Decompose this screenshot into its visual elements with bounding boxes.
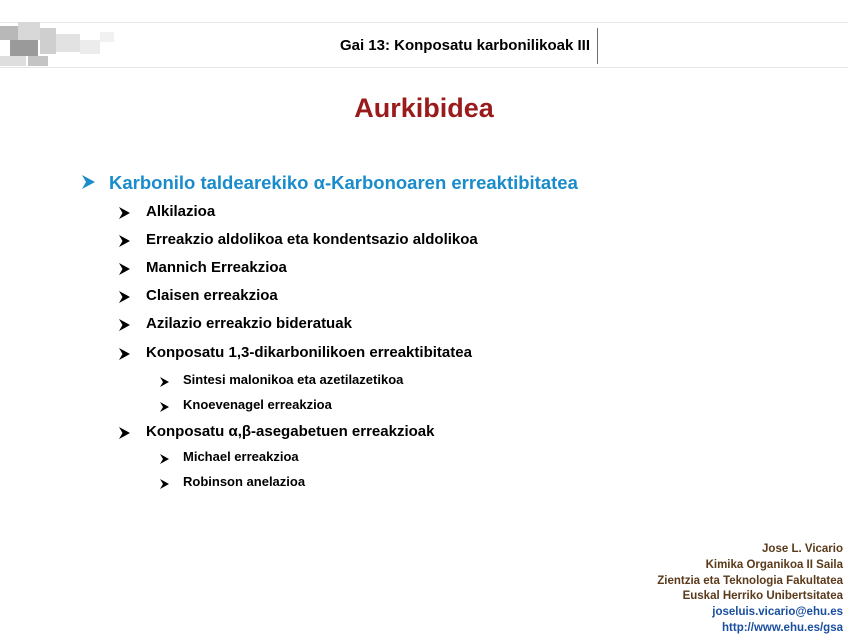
- arrowhead-bullet-icon: [82, 172, 95, 194]
- outline-item: [119, 315, 352, 332]
- author-name: Jose L. Vicario: [762, 543, 843, 555]
- outline-item: [119, 423, 434, 440]
- outline-item: [119, 231, 478, 248]
- outline-item-label: Konposatu 1,3-dikarbonilikoen erreaktibitatea: [146, 344, 472, 361]
- outline-subitem: [160, 449, 299, 464]
- outline-subitem: [160, 372, 403, 387]
- author-block: [657, 542, 843, 637]
- outline-subitem: [160, 397, 332, 412]
- outline-subitem-label: Michael erreakzioa: [183, 449, 299, 464]
- arrowhead-bullet-icon: [119, 347, 130, 364]
- outline-subitem-label: Knoevenagel erreakzioa: [183, 397, 332, 412]
- author-faculty: Zientzia eta Teknologia Fakultatea: [657, 574, 843, 587]
- outline-main-label: Karbonilo taldearekiko α-Karbonoaren erreaktibitatea: [109, 172, 578, 193]
- outline-item: [119, 259, 287, 276]
- arrowhead-bullet-icon: [119, 426, 130, 443]
- outline-item-label: Azilazio erreakzio bideratuak: [146, 315, 352, 332]
- slide-header-title: Gai 13: Konposatu karbonilikoak III: [339, 37, 590, 54]
- outline-item: [119, 287, 278, 304]
- arrowhead-bullet-icon: [119, 290, 130, 307]
- outline-item-label: Mannich Erreakzioa: [146, 259, 287, 276]
- author-department: Kimika Organikoa II Saila: [705, 558, 843, 571]
- outline-main-item: [82, 172, 578, 194]
- outline-item-label: Alkilazioa: [146, 203, 216, 220]
- header-divider: [597, 28, 598, 64]
- outline-subitem-label: Robinson anelazioa: [183, 474, 306, 489]
- outline-item: [119, 344, 472, 361]
- author-university: Euskal Herriko Unibertsitatea: [682, 590, 843, 603]
- arrowhead-bullet-icon: [160, 452, 169, 467]
- page-title: Aurkibidea: [354, 93, 494, 123]
- arrowhead-bullet-icon: [119, 206, 130, 223]
- arrowhead-bullet-icon: [160, 375, 169, 390]
- author-email-link[interactable]: joseluis.vicario@ehu.es: [712, 606, 843, 619]
- outline-item-label: Konposatu α,β-asegabetuen erreakzioak: [146, 423, 435, 440]
- logo-graphic: [0, 22, 160, 68]
- outline-item-label: Claisen erreakzioa: [146, 287, 278, 304]
- outline-subitem: [160, 474, 305, 489]
- outline-item-label: Erreakzio aldolikoa eta kondentsazio aldolikoa: [146, 231, 478, 248]
- arrowhead-bullet-icon: [119, 318, 130, 335]
- outline-item: [119, 203, 215, 220]
- outline-subitem-label: Sintesi malonikoa eta azetilazetikoa: [183, 372, 404, 387]
- arrowhead-bullet-icon: [119, 234, 130, 251]
- arrowhead-bullet-icon: [119, 262, 130, 279]
- author-website-link[interactable]: http://www.ehu.es/gsa: [722, 621, 843, 634]
- arrowhead-bullet-icon: [160, 400, 169, 415]
- arrowhead-bullet-icon: [160, 477, 169, 492]
